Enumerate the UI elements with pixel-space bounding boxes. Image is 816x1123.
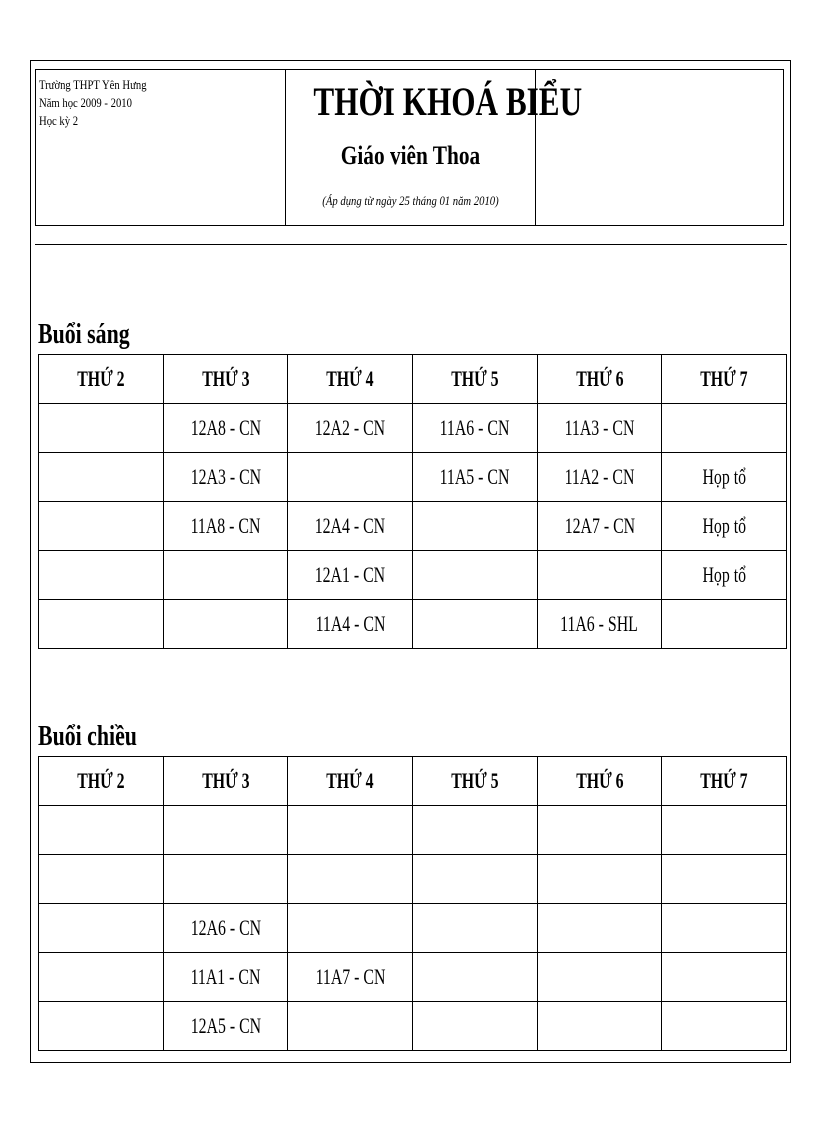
applied-date: (Áp dụng từ ngày 25 tháng 01 năm 2010) xyxy=(322,193,499,208)
timetable-cell xyxy=(662,953,787,1002)
table-row xyxy=(39,806,787,855)
table-row xyxy=(39,600,787,649)
day-header: THỨ 2 xyxy=(39,757,164,806)
timetable-cell xyxy=(39,953,164,1002)
timetable-cell xyxy=(39,1002,164,1051)
timetable-cell xyxy=(288,855,413,904)
day-header: THỨ 6 xyxy=(537,355,662,404)
timetable-cell xyxy=(662,855,787,904)
timetable-cell xyxy=(662,404,787,453)
school-name: Trường THPT Yên Hưng xyxy=(39,77,147,92)
school-year: Năm học 2009 - 2010 xyxy=(39,95,132,110)
timetable-cell xyxy=(537,551,662,600)
timetable-cell xyxy=(537,855,662,904)
timetable-cell: 11A2 - CN xyxy=(537,453,662,502)
timetable-cell xyxy=(412,502,537,551)
timetable-cell xyxy=(288,1002,413,1051)
timetable-cell xyxy=(412,600,537,649)
table-row xyxy=(39,904,787,953)
timetable-cell xyxy=(662,600,787,649)
timetable-cell: 12A3 - CN xyxy=(163,453,288,502)
morning-heading: Buổi sáng xyxy=(38,319,130,350)
timetable-cell xyxy=(288,806,413,855)
timetable-cell: Họp tổ xyxy=(662,502,787,551)
timetable-cell xyxy=(39,600,164,649)
timetable-cell xyxy=(662,806,787,855)
timetable-cell xyxy=(412,806,537,855)
school-info xyxy=(36,70,286,225)
timetable-cell xyxy=(288,904,413,953)
day-header: THỨ 7 xyxy=(662,757,787,806)
day-header: THỨ 5 xyxy=(412,757,537,806)
timetable-cell xyxy=(412,551,537,600)
timetable-cell xyxy=(288,453,413,502)
timetable-cell xyxy=(537,806,662,855)
timetable-cell xyxy=(39,855,164,904)
timetable-cell: 11A8 - CN xyxy=(163,502,288,551)
timetable-cell: Họp tổ xyxy=(662,453,787,502)
timetable-cell xyxy=(412,1002,537,1051)
table-row xyxy=(39,502,787,551)
timetable-cell xyxy=(537,953,662,1002)
timetable-cell xyxy=(537,904,662,953)
timetable-cell: 11A1 - CN xyxy=(163,953,288,1002)
timetable-cell: 12A2 - CN xyxy=(288,404,413,453)
timetable-cell: 12A4 - CN xyxy=(288,502,413,551)
timetable-cell: 12A5 - CN xyxy=(163,1002,288,1051)
table-row xyxy=(39,551,787,600)
timetable-cell: 12A7 - CN xyxy=(537,502,662,551)
table-header-row xyxy=(39,757,787,806)
table-row xyxy=(39,953,787,1002)
table-header-row xyxy=(39,355,787,404)
timetable-cell: 12A6 - CN xyxy=(163,904,288,953)
table-row xyxy=(39,404,787,453)
header-divider xyxy=(35,244,787,245)
day-header: THỨ 4 xyxy=(288,757,413,806)
table-row xyxy=(39,1002,787,1051)
timetable-cell: 11A5 - CN xyxy=(412,453,537,502)
semester: Học kỳ 2 xyxy=(39,113,79,128)
morning-timetable xyxy=(38,354,787,649)
timetable-cell xyxy=(163,806,288,855)
timetable-cell xyxy=(39,404,164,453)
timetable-cell: 11A6 - SHL xyxy=(537,600,662,649)
timetable-cell xyxy=(39,806,164,855)
timetable-cell xyxy=(537,1002,662,1051)
table-row xyxy=(39,453,787,502)
afternoon-heading: Buổi chiều xyxy=(38,721,137,752)
day-header: THỨ 2 xyxy=(39,355,164,404)
timetable-cell xyxy=(39,904,164,953)
day-header: THỨ 3 xyxy=(163,757,288,806)
timetable-cell: 11A3 - CN xyxy=(537,404,662,453)
timetable-cell xyxy=(163,551,288,600)
timetable-cell xyxy=(412,855,537,904)
table-row xyxy=(39,855,787,904)
title-block xyxy=(286,70,583,225)
timetable-cell xyxy=(163,600,288,649)
timetable-cell xyxy=(39,502,164,551)
document-title: THỜI KHOÁ BIỂU xyxy=(313,79,583,124)
afternoon-timetable xyxy=(38,756,787,1051)
day-header: THỨ 3 xyxy=(163,355,288,404)
day-header: THỨ 6 xyxy=(537,757,662,806)
timetable-cell: 12A8 - CN xyxy=(163,404,288,453)
timetable-cell xyxy=(412,904,537,953)
timetable-cell: Họp tổ xyxy=(662,551,787,600)
teacher-name: Giáo viên Thoa xyxy=(340,141,481,170)
day-header: THỨ 4 xyxy=(288,355,413,404)
timetable-cell: 11A7 - CN xyxy=(288,953,413,1002)
timetable-cell: 12A1 - CN xyxy=(288,551,413,600)
timetable-cell: 11A4 - CN xyxy=(288,600,413,649)
timetable-cell: 11A6 - CN xyxy=(412,404,537,453)
timetable-cell xyxy=(662,904,787,953)
day-header: THỨ 5 xyxy=(412,355,537,404)
timetable-cell xyxy=(39,551,164,600)
timetable-cell xyxy=(662,1002,787,1051)
timetable-cell xyxy=(412,953,537,1002)
day-header: THỨ 7 xyxy=(662,355,787,404)
timetable-cell xyxy=(163,855,288,904)
timetable-cell xyxy=(39,453,164,502)
document-header xyxy=(35,69,784,226)
